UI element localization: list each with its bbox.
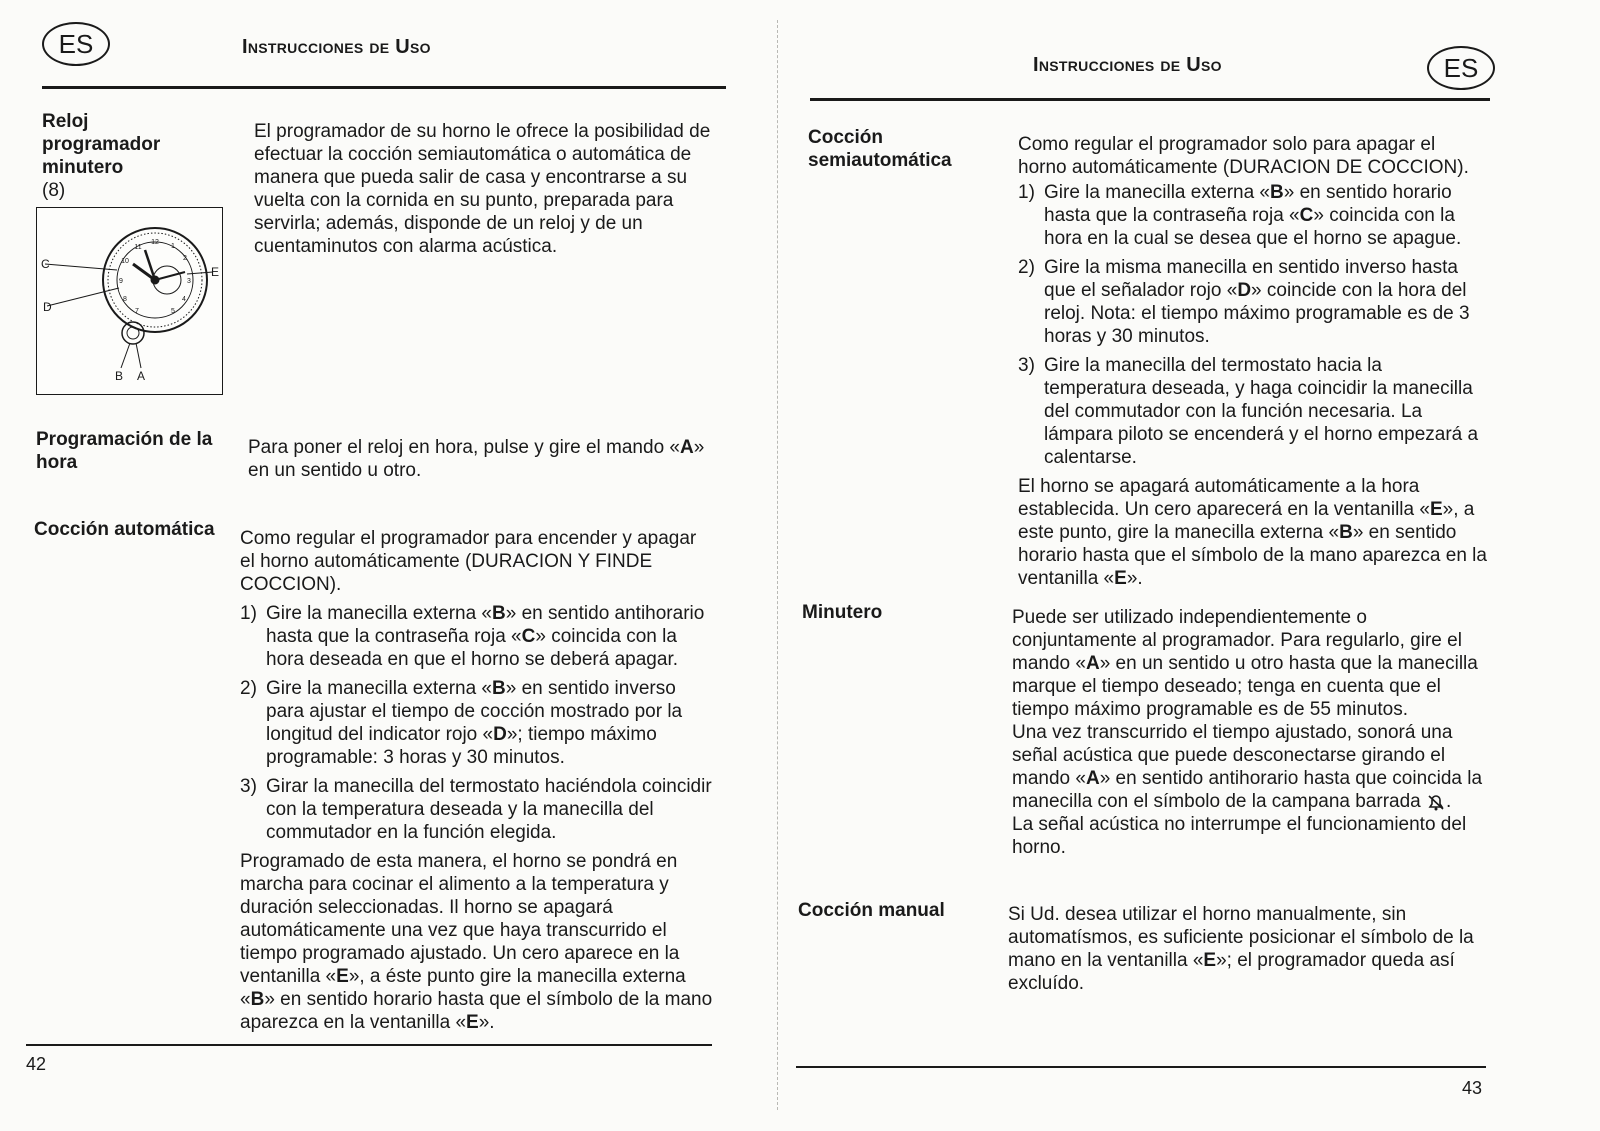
page-number: 43 <box>1462 1078 1483 1098</box>
header-rule <box>42 86 726 89</box>
label-figure-ref: (8) <box>42 180 66 201</box>
dial-number: 11 <box>134 244 142 251</box>
section-label-manual: Cocción manual <box>798 900 945 921</box>
paragraph: Si Ud. desea utilizar el horno manualmente, sin automatísmos, es suficiente posicionar el símbolo de la mano en la ventanilla «E»; el programador queda así excluído. <box>1008 904 1474 994</box>
section-label-semiautomatica: Cocción semiautomática <box>808 127 952 171</box>
paragraph: El programador de su horno le ofrece la posibilidad de efectuar la cocción semiautomática o automática de manera que pueda salir de casa y encontrarse a su vuelta con la cornida en su punto, preparada para servirla; además, disponde de un reloj y de un cuentaminutos con alarma acústica. <box>254 121 711 257</box>
dial-number: 4 <box>182 296 186 303</box>
steps-list <box>1018 181 1488 469</box>
dial-number: 8 <box>123 296 127 303</box>
language-badge: ES <box>42 22 110 66</box>
step-item: 2) Gire la manecilla externa «B» en sentido inverso para ajustar el tiempo de cocción mostrado por la longitud del indicator rojo «D»; tiempo máximo programable: 3 horas y 30 minutos. <box>240 678 683 768</box>
page-number: 42 <box>26 1054 47 1074</box>
figure-label-d: D <box>43 300 52 314</box>
closing-paragraph: El horno se apagará automáticamente a la hora establecida. Un cero aparecerá en la ventanilla «E», a este punto, gire la manecilla externa «B» en sentido horario hasta que el símbolo de la mano aparezca en la ventanilla «E». <box>1018 476 1487 589</box>
intro-paragraph: Como regular el programador para encender y apagar el horno automáticamente (DURACION Y FINDE COCCION). <box>240 528 697 595</box>
section-body-programacion <box>248 436 718 482</box>
clock-diagram <box>37 208 222 394</box>
header-title: Instrucciones de Uso <box>1033 54 1222 76</box>
section-label-minutero: Minutero <box>802 602 883 623</box>
step-item: 1) Gire la manecilla externa «B» en sentido antihorario hasta que la contraseña roja «C» coincida con la hora deseada en que el horno se deberá apagar. <box>240 603 705 670</box>
dial-number: 2 <box>183 255 187 262</box>
figure-label-c: C <box>41 257 50 271</box>
dial-number: 10 <box>121 258 129 265</box>
header-rule <box>810 98 1490 101</box>
figure-label-e: E <box>211 265 220 279</box>
dial-number: 7 <box>135 308 139 315</box>
section-body-minutero <box>1012 606 1492 859</box>
section-label-programacion: Programación de la hora <box>36 429 213 473</box>
dial-number: 5 <box>171 308 175 315</box>
dial-number: 9 <box>119 278 123 285</box>
leader-line-e <box>187 272 213 274</box>
figure-label-b: B <box>115 369 124 383</box>
knob-inner <box>127 327 139 339</box>
clock-center <box>151 276 159 284</box>
leader-line-a <box>136 343 141 368</box>
paragraph: Puede ser utilizado independientemente o conjuntamente al programador. Para regularlo, gire el mando «A» en un sentido u otro hasta que la manecilla marque el tiempo deseado; tenga en cuenta que el tiempo máximo programable es de 55 minutos. <box>1012 607 1478 720</box>
leader-line-b <box>121 343 130 368</box>
paragraph: Para poner el reloj en hora, pulse y gire el mando «A» en un sentido u otro. <box>248 437 705 481</box>
closing-paragraph: Programado de esta manera, el horno se pondrá en marcha para cocinar el alimento a la temperatura y duración seleccionadas. Il horno se apagará automáticamente una vez que haya transcurrido el tiempo programado ajustado. Un cero aparece en la ventanilla «E», a éste punto gire la manecilla externa «B» en sentido horario hasta que el símbolo de la mano aparezca en la ventanilla «E». <box>240 851 713 1033</box>
step-item: 3) Gire la manecilla del termostato hacia la temperatura deseada, y haga coincidir la manecilla del commutador con la función necesaria. La lámpara piloto se encenderá y el horno empezará a calentarse. <box>1018 355 1479 468</box>
dial-number: 3 <box>187 278 191 285</box>
language-badge: ES <box>1427 46 1495 90</box>
knob-outer <box>122 322 144 344</box>
section-label-reloj <box>42 110 232 202</box>
step-item: 2) Gire la misma manecilla en sentido inverso hasta que el señalador rojo «D» coincide con la hora del reloj. Nota: el tiempo máximo programable es de 3 horas y 30 minutos. <box>1018 257 1470 347</box>
step-item: 3) Girar la manecilla del termostato haciéndola coincidir con la temperatura deseada y la manecilla del commutador en la función elegida. <box>240 776 712 843</box>
intro-paragraph: Como regular el programador solo para apagar el horno automáticamente (DURACION DE COCCION). <box>1018 134 1469 178</box>
left-page <box>0 0 780 1131</box>
footer-rule <box>26 1044 712 1046</box>
figure-label-a: A <box>137 369 146 383</box>
steps-list <box>240 602 716 844</box>
step-item: 1) Gire la manecilla externa «B» en sentido horario hasta que la contraseña roja «C» coincida con la hora en la cual se desea que el horno se apague. <box>1018 182 1462 249</box>
label-line: Reloj <box>42 111 89 132</box>
header-title: Instrucciones de Uso <box>242 36 431 58</box>
section-label-automatica: Cocción automática <box>34 519 215 540</box>
section-body-reloj <box>254 120 714 258</box>
footer-rule <box>796 1066 1486 1068</box>
paragraph: La señal acústica no interrumpe el funcionamiento del horno. <box>1012 814 1467 858</box>
section-body-semiautomatica <box>1018 133 1488 590</box>
section-body-manual <box>1008 903 1488 995</box>
dial-number: 1 <box>171 243 175 250</box>
dial-number: 12 <box>151 239 159 246</box>
right-page <box>780 0 1600 1131</box>
muted-bell-icon <box>1426 792 1446 812</box>
label-line: programador <box>42 134 161 155</box>
section-body-automatica <box>240 527 716 1034</box>
label-line: minutero <box>42 157 124 178</box>
paragraph: Una vez transcurrido el tiempo ajustado, sonorá una señal acústica que puede desconectarse girando el mando «A» en sentido antihorario hasta que coincida la manecilla con el símbolo de la campana barrada . <box>1012 722 1483 812</box>
clock-figure <box>36 207 223 395</box>
